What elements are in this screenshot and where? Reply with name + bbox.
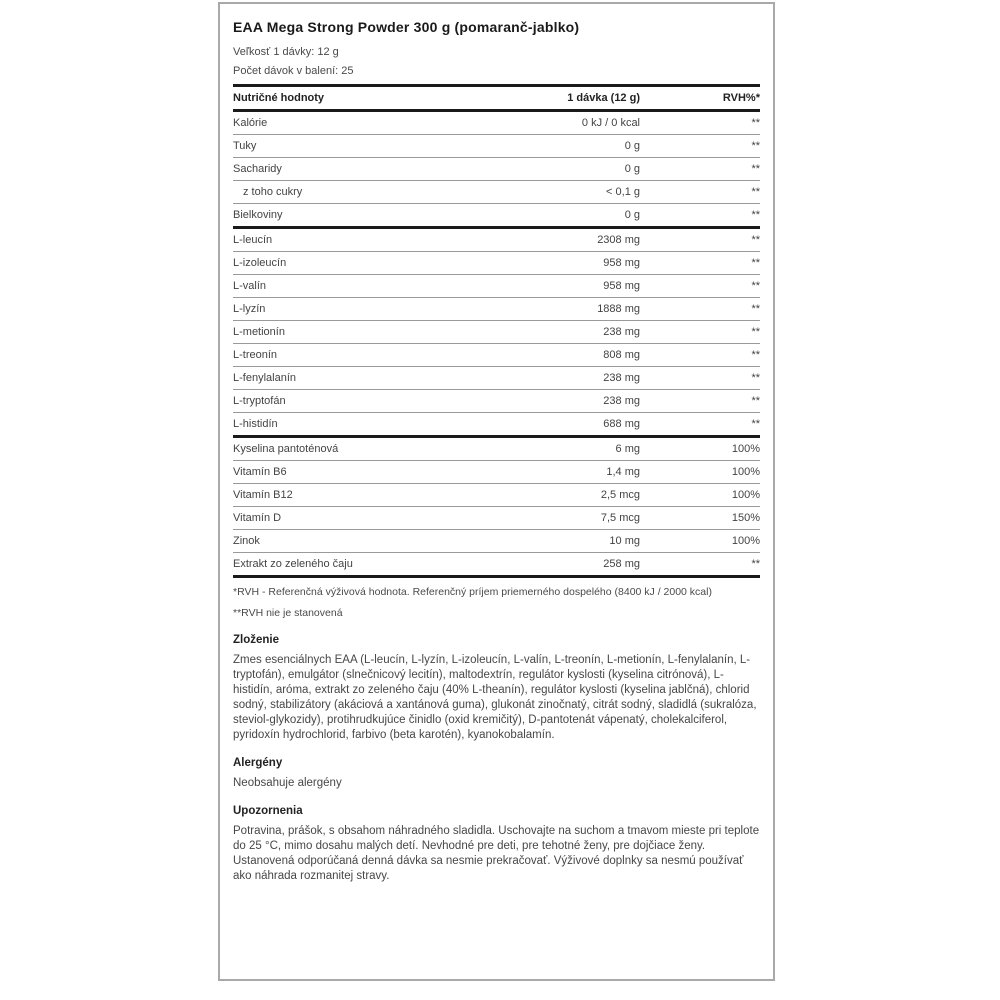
nutrient-rvh: **: [652, 321, 760, 344]
nutrient-value: 1,4 mg: [478, 461, 652, 484]
nutrient-label: L-lyzín: [233, 298, 478, 321]
nutrient-rvh: **: [652, 204, 760, 228]
header-nutrient: Nutričné hodnoty: [233, 86, 478, 111]
nutrient-rvh: **: [652, 111, 760, 135]
table-row: [233, 530, 760, 553]
nutrient-rvh: 100%: [652, 461, 760, 484]
nutrient-value: 238 mg: [478, 321, 652, 344]
nutrition-table-body: [233, 111, 760, 577]
table-row: [233, 158, 760, 181]
product-title: EAA Mega Strong Powder 300 g (pomaranč-jablko): [233, 19, 580, 35]
header-rvh: RVH%*: [652, 86, 760, 111]
nutrient-value: 808 mg: [478, 344, 652, 367]
table-row: [233, 135, 760, 158]
nutrient-label: L-fenylalanín: [233, 367, 478, 390]
serving-size-line: Veľkosť 1 dávky: 12 g: [233, 46, 339, 58]
nutrient-label: L-metionín: [233, 321, 478, 344]
table-row: [233, 275, 760, 298]
nutrient-rvh: **: [652, 275, 760, 298]
nutrient-value: 6 mg: [478, 437, 652, 461]
table-row: [233, 413, 760, 437]
nutrient-label: L-tryptofán: [233, 390, 478, 413]
nutrient-label: Kyselina pantoténová: [233, 437, 478, 461]
section-body: Neobsahuje alergény: [233, 777, 342, 789]
nutrient-value: 1888 mg: [478, 298, 652, 321]
nutrient-value: 0 g: [478, 135, 652, 158]
servings-count-line: Počet dávok v balení: 25: [233, 65, 354, 77]
nutrient-value: 688 mg: [478, 413, 652, 437]
footnote-rvh-not-set: **RVH nie je stanovená: [233, 607, 343, 619]
nutrient-value: 7,5 mcg: [478, 507, 652, 530]
header-row: [233, 86, 760, 111]
nutrient-value: 238 mg: [478, 390, 652, 413]
nutrient-label: z toho cukry: [233, 181, 478, 204]
nutrient-rvh: **: [652, 298, 760, 321]
nutrient-label: Extrakt zo zeleného čaju: [233, 553, 478, 577]
nutrient-value: 2,5 mcg: [478, 484, 652, 507]
nutrient-label: Vitamín B12: [233, 484, 478, 507]
nutrient-rvh: **: [652, 390, 760, 413]
section-body: Zmes esenciálnych EAA (L-leucín, L-lyzín, L-izoleucín, L-valín, L-treonín, L-metionín, L-fenylalanín, L-tryptofán), emulgátor (slnečnicový lecitín), maltodextrín, regulátor kyslosti (kyselina citrónová), L-histidín, aróma, extrakt zo zeleného čaju (40% L-theanín), regulátor kyslosti (kyselina jablčná), chlorid sodný, stabilizátory (akáciová a xantánová guma), glukonát zinočnatý, citrát sodný, sladidlá (sukralóza, steviol-glykozidy), protihrudkujúce činidlo (oxid kremičitý), D-pantotenát vápenatý, cholekalciferol, pyridoxín hydrochlorid, farbivo (beta karotén), kyanokobalamín.: [233, 654, 757, 741]
table-row: [233, 507, 760, 530]
table-row: [233, 321, 760, 344]
table-row: [233, 111, 760, 135]
nutrient-rvh: **: [652, 181, 760, 204]
nutrient-rvh: **: [652, 252, 760, 275]
info-sections: [233, 634, 760, 884]
nutrition-table: [233, 84, 760, 578]
nutrition-table-head: [233, 86, 760, 111]
nutrient-rvh: 100%: [652, 530, 760, 553]
table-row: [233, 553, 760, 577]
nutrient-label: Sacharidy: [233, 158, 478, 181]
table-row: [233, 298, 760, 321]
section-body: Potravina, prášok, s obsahom náhradného sladidla. Uschovajte na suchom a tmavom mieste pri teplote do 25 °C, mimo dosahu malých detí. Nevhodné pre deti, pre tehotné ženy, pre dojčiace ženy. Ustanovená odporúčaná denná dávka sa nesmie prekračovať. Výživové doplnky sa nesmú používať ako náhrada rozmanitej stravy.: [233, 825, 760, 882]
nutrient-rvh: 100%: [652, 484, 760, 507]
nutrient-label: Zinok: [233, 530, 478, 553]
nutrient-value: 958 mg: [478, 275, 652, 298]
nutrient-label: L-histidín: [233, 413, 478, 437]
table-row: [233, 390, 760, 413]
nutrient-rvh: 100%: [652, 437, 760, 461]
nutrient-value: 10 mg: [478, 530, 652, 553]
nutrient-label: Bielkoviny: [233, 204, 478, 228]
label-panel: [218, 2, 775, 981]
table-row: [233, 228, 760, 252]
nutrient-label: L-leucín: [233, 228, 478, 252]
nutrient-value: < 0,1 g: [478, 181, 652, 204]
nutrient-rvh: **: [652, 344, 760, 367]
nutrient-rvh: 150%: [652, 507, 760, 530]
table-row: [233, 344, 760, 367]
nutrient-value: 258 mg: [478, 553, 652, 577]
table-row: [233, 252, 760, 275]
nutrient-rvh: **: [652, 413, 760, 437]
nutrient-rvh: **: [652, 553, 760, 577]
section-heading: Alergény: [233, 757, 283, 769]
table-row: [233, 367, 760, 390]
nutrient-rvh: **: [652, 135, 760, 158]
nutrient-rvh: **: [652, 367, 760, 390]
nutrient-value: 238 mg: [478, 367, 652, 390]
nutrient-label: Vitamín D: [233, 507, 478, 530]
nutrient-label: L-valín: [233, 275, 478, 298]
header-serving: 1 dávka (12 g): [478, 86, 652, 111]
section-heading: Upozornenia: [233, 805, 303, 817]
nutrient-label: Kalórie: [233, 111, 478, 135]
table-row: [233, 461, 760, 484]
footnote-rvh-definition: *RVH - Referenčná výživová hodnota. Referenčný príjem priemerného dospelého (8400 kJ / 2000 kcal): [233, 586, 712, 598]
nutrient-value: 0 g: [478, 204, 652, 228]
nutrient-rvh: **: [652, 158, 760, 181]
nutrient-value: 0 g: [478, 158, 652, 181]
nutrient-value: 0 kJ / 0 kcal: [478, 111, 652, 135]
nutrient-rvh: **: [652, 228, 760, 252]
nutrient-label: Tuky: [233, 135, 478, 158]
section-heading: Zloženie: [233, 634, 280, 646]
nutrient-value: 2308 mg: [478, 228, 652, 252]
table-row: [233, 181, 760, 204]
nutrient-value: 958 mg: [478, 252, 652, 275]
nutrient-label: Vitamín B6: [233, 461, 478, 484]
table-row: [233, 437, 760, 461]
table-row: [233, 484, 760, 507]
table-row: [233, 204, 760, 228]
nutrient-label: L-izoleucín: [233, 252, 478, 275]
nutrient-label: L-treonín: [233, 344, 478, 367]
